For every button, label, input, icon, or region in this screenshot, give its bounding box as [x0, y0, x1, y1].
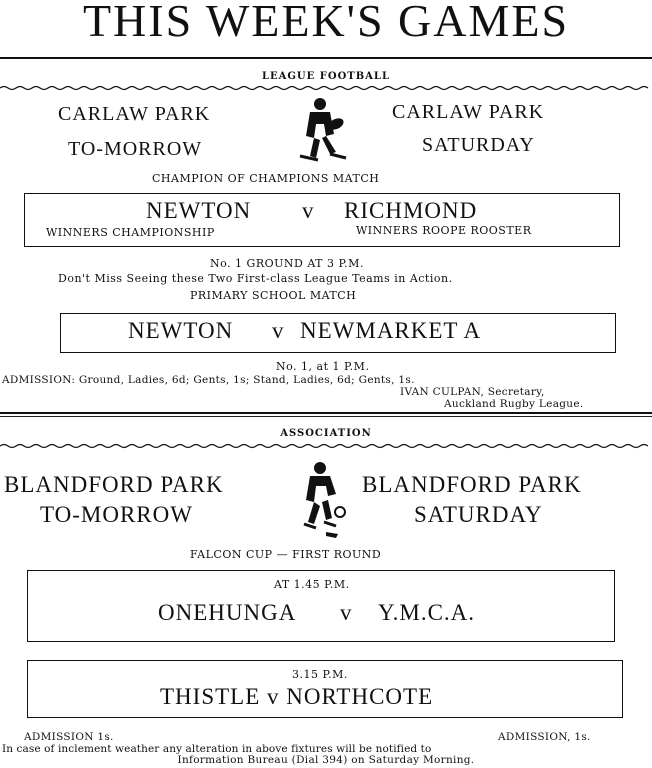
team-newton-2: NEWTON: [128, 318, 234, 343]
league-right-venue: CARLAW PARK: [392, 101, 545, 123]
richmond-note: WINNERS ROOPE ROOSTER: [356, 224, 532, 237]
weather-notice-line1: In case of inclement weather any alteration in above fixtures will be notified to: [2, 743, 432, 755]
league-left-venue: CARLAW PARK: [58, 103, 211, 125]
team-richmond: RICHMOND: [344, 198, 478, 223]
falcon-cup-heading: FALCON CUP — FIRST ROUND: [190, 548, 382, 561]
weather-notice-line2: Information Bureau (Dial 394) on Saturday Morning.: [177, 754, 475, 766]
match1-time: No. 1 GROUND AT 3 P.M.: [210, 257, 364, 270]
dont-miss-line: Don't Miss Seeing these Two First-class League Teams in Action.: [58, 272, 453, 285]
association-section-heading: ASSOCIATION: [280, 428, 372, 439]
league-right-day: SATURDAY: [422, 134, 535, 156]
assoc-left-day: TO-MORROW: [40, 502, 193, 527]
section-divider: [0, 412, 652, 414]
assoc-right-day: SATURDAY: [414, 502, 543, 527]
league-name: Auckland Rugby League.: [444, 398, 584, 410]
assoc-admission-right: ADMISSION, 1s.: [498, 731, 591, 743]
assoc-admission-left: ADMISSION 1s.: [24, 731, 114, 743]
team-onehunga: ONEHUNGA: [158, 600, 297, 625]
assoc-left-venue: BLANDFORD PARK: [4, 472, 224, 497]
team-ymca: Y.M.C.A.: [378, 600, 476, 625]
assoc-right-venue: BLANDFORD PARK: [362, 472, 582, 497]
page-title: THIS WEEK'S GAMES: [82, 0, 570, 46]
league-admission: ADMISSION: Ground, Ladies, 6d; Gents, 1s; Stand, Ladies, 6d; Gents, 1s.: [2, 374, 415, 386]
league-section-heading: LEAGUE FOOTBALL: [261, 71, 390, 82]
team-newton: NEWTON: [146, 198, 252, 223]
league-wavy-rule: [0, 85, 652, 91]
league-secretary: IVAN CULPAN, Secretary,: [400, 386, 545, 398]
versus-label-3: v: [340, 600, 353, 625]
primary-school-heading: PRIMARY SCHOOL MATCH: [190, 289, 357, 302]
match2-time: No. 1, at 1 P.M.: [276, 360, 370, 373]
section-divider-thin: [0, 416, 652, 417]
champion-match-heading: CHAMPION OF CHAMPIONS MATCH: [152, 172, 380, 185]
versus-label: v: [302, 198, 315, 223]
assoc-match2-time: 3.15 P.M.: [292, 668, 348, 681]
rugby-player-icon: [296, 94, 350, 166]
league-left-day: TO-MORROW: [68, 138, 203, 160]
assoc-match1-time: AT 1.45 P.M.: [274, 578, 350, 591]
association-wavy-rule: [0, 443, 652, 449]
title-rule: [0, 57, 652, 59]
thistle-northcote-match: THISTLE v NORTHCOTE: [160, 684, 434, 709]
team-newmarket: NEWMARKET A: [300, 318, 482, 343]
versus-label-2: v: [272, 318, 285, 343]
soccer-player-icon: [296, 458, 352, 540]
newton-note: WINNERS CHAMPIONSHIP: [46, 226, 215, 239]
